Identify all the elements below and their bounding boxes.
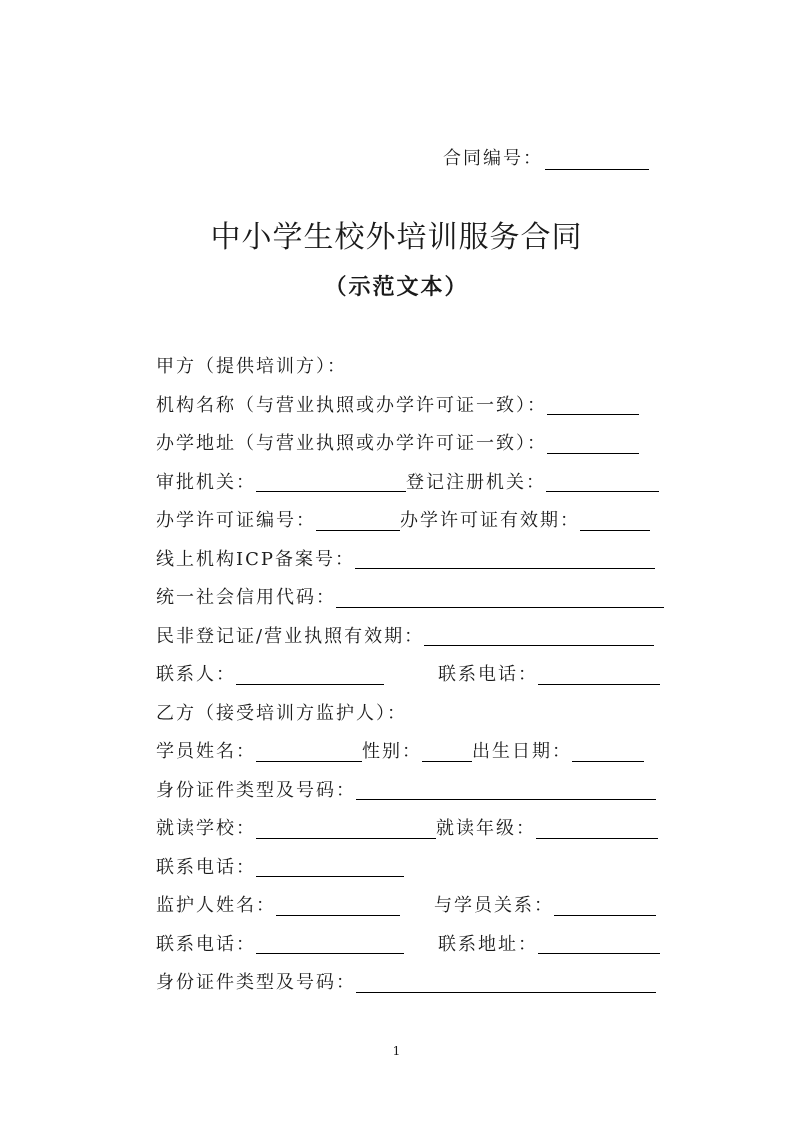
guardian-id-label: 身份证件类型及号码： xyxy=(156,972,356,994)
org-name-row xyxy=(156,385,676,424)
relation-blank[interactable] xyxy=(554,893,656,916)
guardian-id-blank[interactable] xyxy=(356,970,656,993)
student-phone-blank[interactable] xyxy=(256,854,404,877)
credit-code-blank[interactable] xyxy=(336,585,664,608)
credit-code-row xyxy=(156,577,676,616)
guardian-row xyxy=(156,885,676,924)
guardian-name-label: 监护人姓名： xyxy=(156,895,276,917)
student-id-row xyxy=(156,770,676,809)
icp-blank[interactable] xyxy=(355,546,655,569)
school-blank[interactable] xyxy=(256,816,436,839)
party-a-heading: 甲方（提供培训方）： xyxy=(156,356,347,378)
student-name-label: 学员姓名： xyxy=(156,741,256,763)
license-no-blank[interactable] xyxy=(316,508,400,531)
document-title: 中小学生校外培训服务合同 xyxy=(210,220,583,255)
contract-number-blank[interactable] xyxy=(545,149,649,170)
document-subtitle: （示范文本） xyxy=(324,275,469,300)
contract-number-label: 合同编号： xyxy=(443,148,543,169)
contract-number-field xyxy=(443,144,649,170)
icp-row xyxy=(156,539,676,578)
contact-label: 联系人： xyxy=(156,664,236,686)
school-address-row xyxy=(156,423,676,462)
icp-label: 线上机构ICP备案号： xyxy=(156,548,355,570)
party-b-heading-row xyxy=(156,693,676,732)
cert-validity-blank[interactable] xyxy=(424,623,654,646)
approval-authority-blank[interactable] xyxy=(256,469,406,492)
guardian-address-blank[interactable] xyxy=(538,931,660,954)
school-label: 就读学校： xyxy=(156,818,256,840)
license-row xyxy=(156,500,676,539)
org-name-blank[interactable] xyxy=(547,392,639,415)
party-a-phone-label: 联系电话： xyxy=(438,664,538,686)
party-a-contact-row xyxy=(156,654,676,693)
grade-blank[interactable] xyxy=(536,816,658,839)
contract-form xyxy=(156,346,676,1001)
party-a-heading-row xyxy=(156,346,676,385)
org-name-label: 机构名称（与营业执照或办学许可证一致）： xyxy=(156,394,547,416)
cert-validity-label: 民非登记证/营业执照有效期： xyxy=(156,625,425,647)
guardian-id-row xyxy=(156,962,676,1001)
school-address-blank[interactable] xyxy=(547,431,639,454)
page-number: 1 xyxy=(392,1044,401,1058)
student-name-blank[interactable] xyxy=(256,739,362,762)
authority-row xyxy=(156,462,676,501)
guardian-contact-row xyxy=(156,924,676,963)
school-grade-row xyxy=(156,808,676,847)
guardian-phone-label: 联系电话： xyxy=(156,933,256,955)
birth-date-label: 出生日期： xyxy=(472,741,572,763)
student-row xyxy=(156,731,676,770)
guardian-phone-blank[interactable] xyxy=(256,931,404,954)
party-a-phone-blank[interactable] xyxy=(538,662,660,685)
party-b-heading: 乙方（接受培训方监护人）： xyxy=(156,702,407,724)
grade-label: 就读年级： xyxy=(436,818,536,840)
credit-code-label: 统一社会信用代码： xyxy=(156,587,336,609)
registration-authority-label: 登记注册机关： xyxy=(406,471,546,493)
guardian-name-blank[interactable] xyxy=(276,893,400,916)
student-phone-label: 联系电话： xyxy=(156,856,256,878)
student-id-label: 身份证件类型及号码： xyxy=(156,779,356,801)
license-validity-blank[interactable] xyxy=(580,508,650,531)
guardian-address-label: 联系地址： xyxy=(438,933,538,955)
student-phone-row xyxy=(156,847,676,886)
license-no-label: 办学许可证编号： xyxy=(156,510,316,532)
cert-validity-row xyxy=(156,616,676,655)
license-validity-label: 办学许可证有效期： xyxy=(400,510,580,532)
gender-label: 性别： xyxy=(362,741,422,763)
birth-date-blank[interactable] xyxy=(572,739,644,762)
gender-blank[interactable] xyxy=(422,739,472,762)
registration-authority-blank[interactable] xyxy=(546,469,659,492)
approval-authority-label: 审批机关： xyxy=(156,471,256,493)
relation-label: 与学员关系： xyxy=(434,895,554,917)
contact-blank[interactable] xyxy=(236,662,384,685)
student-id-blank[interactable] xyxy=(356,777,656,800)
school-address-label: 办学地址（与营业执照或办学许可证一致）： xyxy=(156,433,547,455)
